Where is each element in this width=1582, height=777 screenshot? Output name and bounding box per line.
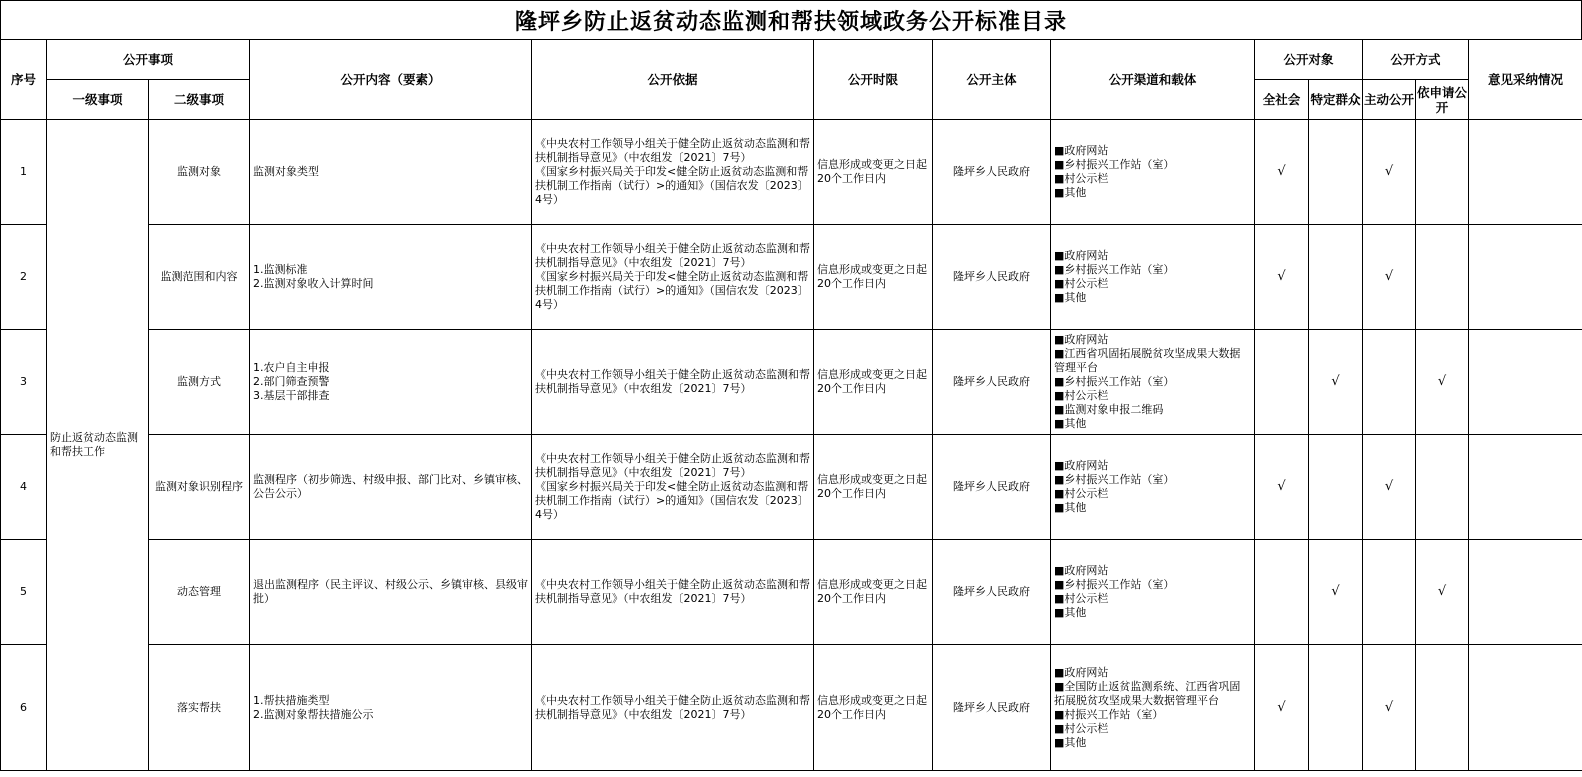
row-level2: 监测对象识别程序	[149, 435, 250, 540]
row-time: 信息形成或变更之日起20个工作日内	[814, 435, 933, 540]
channel-item: ■乡村振兴工作站（室）	[1054, 375, 1175, 388]
row-time: 信息形成或变更之日起20个工作日内	[814, 330, 933, 435]
header-content: 公开内容（要素）	[250, 40, 532, 120]
catalog-table	[0, 39, 1582, 771]
row-channels	[1051, 435, 1255, 540]
row-content: 退出监测程序（民主评议、村级公示、乡镇审核、县级审批）	[250, 540, 532, 645]
row-level2: 监测对象	[149, 120, 250, 225]
on-request-check: √	[1416, 330, 1469, 435]
header-items: 公开事项	[47, 40, 250, 80]
header-feedback: 意见采纳情况	[1469, 40, 1582, 120]
channel-item: ■政府网站	[1054, 665, 1109, 679]
specific-group-check	[1309, 645, 1363, 771]
header-specific-group: 特定群众	[1309, 80, 1363, 120]
channel-item: ■村公示栏	[1054, 277, 1109, 290]
header-active: 主动公开	[1363, 80, 1416, 120]
table-row	[1, 120, 1582, 225]
row-level2: 动态管理	[149, 540, 250, 645]
active-check	[1363, 540, 1416, 645]
row-channels	[1051, 330, 1255, 435]
on-request-check	[1416, 120, 1469, 225]
row-seq: 4	[1, 435, 47, 540]
row-feedback	[1469, 540, 1582, 645]
all-society-check	[1255, 330, 1309, 435]
row-time: 信息形成或变更之日起20个工作日内	[814, 645, 933, 771]
row-feedback	[1469, 645, 1582, 771]
row-subject: 隆坪乡人民政府	[933, 225, 1051, 330]
channel-item: ■其他	[1054, 606, 1087, 619]
row-basis: 《中央农村工作领导小组关于健全防止返贫动态监测和帮扶机制指导意见》（中农组发〔2021〕7号）	[532, 645, 814, 771]
all-society-check: √	[1255, 645, 1309, 771]
specific-group-check	[1309, 435, 1363, 540]
row-level2: 监测方式	[149, 330, 250, 435]
header-row-1	[1, 40, 1582, 80]
row-subject: 隆坪乡人民政府	[933, 540, 1051, 645]
header-all-society: 全社会	[1255, 80, 1309, 120]
specific-group-check: √	[1309, 330, 1363, 435]
channel-item: ■政府网站	[1054, 459, 1109, 472]
channel-item: ■村振兴工作站（室）	[1054, 707, 1164, 721]
active-check: √	[1363, 225, 1416, 330]
row-channels	[1051, 225, 1255, 330]
row-content: 1.帮扶措施类型 2.监测对象帮扶措施公示	[250, 645, 532, 771]
channel-item: ■乡村振兴工作站（室）	[1054, 158, 1175, 171]
channel-list	[1054, 333, 1251, 431]
channel-item: ■政府网站	[1054, 144, 1109, 157]
row-content: 监测程序（初步筛选、村级申报、部门比对、乡镇审核、公告公示）	[250, 435, 532, 540]
row-subject: 隆坪乡人民政府	[933, 435, 1051, 540]
row-basis: 《中央农村工作领导小组关于健全防止返贫动态监测和帮扶机制指导意见》（中农组发〔2021〕7号） 《国家乡村振兴局关于印发<健全防止返贫动态监测和帮扶机制工作指南（试行）>的通知》（国信农发〔2023〕4号）	[532, 120, 814, 225]
all-society-check: √	[1255, 120, 1309, 225]
on-request-check	[1416, 645, 1469, 771]
row-time: 信息形成或变更之日起20个工作日内	[814, 225, 933, 330]
channel-item: ■其他	[1054, 501, 1087, 514]
channel-item: ■村公示栏	[1054, 172, 1109, 185]
channel-item: ■江西省巩固拓展脱贫攻坚成果大数据管理平台	[1054, 347, 1241, 374]
all-society-check: √	[1255, 225, 1309, 330]
channel-item: ■政府网站	[1054, 333, 1109, 346]
row-channels	[1051, 120, 1255, 225]
row-feedback	[1469, 225, 1582, 330]
header-on-request: 依申请公开	[1416, 80, 1469, 120]
active-check: √	[1363, 435, 1416, 540]
channel-item: ■政府网站	[1054, 564, 1109, 577]
row-seq: 5	[1, 540, 47, 645]
header-channel: 公开渠道和载体	[1051, 40, 1255, 120]
row-content: 监测对象类型	[250, 120, 532, 225]
header-time: 公开时限	[814, 40, 933, 120]
row-level2: 监测范围和内容	[149, 225, 250, 330]
channel-item: ■村公示栏	[1054, 721, 1109, 735]
specific-group-check	[1309, 120, 1363, 225]
row-subject: 隆坪乡人民政府	[933, 645, 1051, 771]
channel-item: ■政府网站	[1054, 249, 1109, 262]
header-seq: 序号	[1, 40, 47, 120]
channel-item: ■村公示栏	[1054, 487, 1109, 500]
row-seq: 1	[1, 120, 47, 225]
channel-item: ■其他	[1054, 291, 1087, 304]
row-channels	[1051, 540, 1255, 645]
row-content: 1.农户自主申报 2.部门筛查预警 3.基层干部排查	[250, 330, 532, 435]
channel-item: ■乡村振兴工作站（室）	[1054, 263, 1175, 276]
row-subject: 隆坪乡人民政府	[933, 330, 1051, 435]
row-basis: 《中央农村工作领导小组关于健全防止返贫动态监测和帮扶机制指导意见》（中农组发〔2021〕7号）	[532, 330, 814, 435]
header-basis: 公开依据	[532, 40, 814, 120]
header-level2: 二级事项	[149, 80, 250, 120]
row-content: 1.监测标准 2.监测对象收入计算时间	[250, 225, 532, 330]
on-request-check: √	[1416, 540, 1469, 645]
header-subject: 公开主体	[933, 40, 1051, 120]
row-subject: 隆坪乡人民政府	[933, 120, 1051, 225]
table-row	[1, 435, 1582, 540]
channel-item: ■其他	[1054, 735, 1087, 749]
row-basis: 《中央农村工作领导小组关于健全防止返贫动态监测和帮扶机制指导意见》（中农组发〔2021〕7号） 《国家乡村振兴局关于印发<健全防止返贫动态监测和帮扶机制工作指南（试行）>的通知》（国信农发〔2023〕4号）	[532, 435, 814, 540]
specific-group-check: √	[1309, 540, 1363, 645]
header-level1: 一级事项	[47, 80, 149, 120]
on-request-check	[1416, 435, 1469, 540]
row-seq: 2	[1, 225, 47, 330]
row-basis: 《中央农村工作领导小组关于健全防止返贫动态监测和帮扶机制指导意见》（中农组发〔2021〕7号）	[532, 540, 814, 645]
row-level2: 落实帮扶	[149, 645, 250, 771]
row-feedback	[1469, 120, 1582, 225]
row-seq: 3	[1, 330, 47, 435]
table-row	[1, 540, 1582, 645]
active-check: √	[1363, 645, 1416, 771]
row-feedback	[1469, 435, 1582, 540]
channel-item: ■其他	[1054, 417, 1087, 430]
row-basis: 《中央农村工作领导小组关于健全防止返贫动态监测和帮扶机制指导意见》（中农组发〔2021〕7号） 《国家乡村振兴局关于印发<健全防止返贫动态监测和帮扶机制工作指南（试行）>的通知》（国信农发〔2023〕4号）	[532, 225, 814, 330]
channel-item: ■其他	[1054, 186, 1087, 199]
page-title: 隆坪乡防止返贫动态监测和帮扶领域政务公开标准目录	[0, 0, 1582, 40]
specific-group-check	[1309, 225, 1363, 330]
all-society-check: √	[1255, 435, 1309, 540]
active-check	[1363, 330, 1416, 435]
table-row	[1, 330, 1582, 435]
row-time: 信息形成或变更之日起20个工作日内	[814, 120, 933, 225]
row-seq: 6	[1, 645, 47, 771]
channel-item: ■全国防止返贫监测系统、江西省巩固拓展脱贫攻坚成果大数据管理平台	[1054, 679, 1241, 707]
row-time: 信息形成或变更之日起20个工作日内	[814, 540, 933, 645]
header-target: 公开对象	[1255, 40, 1363, 80]
channel-item: ■村公示栏	[1054, 389, 1109, 402]
channel-item: ■监测对象申报二维码	[1054, 403, 1164, 416]
row-channels	[1051, 645, 1255, 771]
active-check: √	[1363, 120, 1416, 225]
header-method: 公开方式	[1363, 40, 1469, 80]
channel-item: ■乡村振兴工作站（室）	[1054, 578, 1175, 591]
table-row	[1, 225, 1582, 330]
row-feedback	[1469, 330, 1582, 435]
channel-item: ■村公示栏	[1054, 592, 1109, 605]
all-society-check	[1255, 540, 1309, 645]
on-request-check	[1416, 225, 1469, 330]
level1-item: 防止返贫动态监测和帮扶工作	[47, 120, 149, 771]
channel-item: ■乡村振兴工作站（室）	[1054, 473, 1175, 486]
table-row	[1, 645, 1582, 771]
